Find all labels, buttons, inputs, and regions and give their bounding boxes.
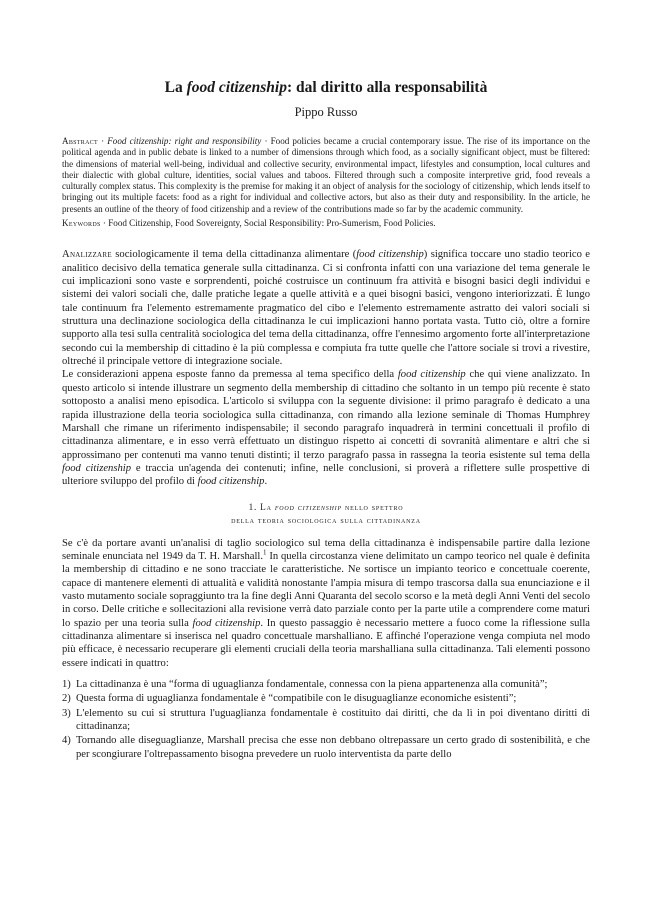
heading-italic-run: food citizenship	[274, 501, 342, 512]
section-1-paragraph-1	[62, 537, 590, 670]
intro-paragraph-1	[62, 248, 590, 368]
list-text: Tornando alle diseguaglianze, Marshall precisa che esse non debbano oltrepassare un certo grado di sostenibilità, e che per scongiurare l'oltrepassamento bisogna prevedere un ruolo interventista da parte dello	[76, 735, 590, 760]
paper-page	[62, 78, 590, 762]
keywords-text: · Food Citizenship, Food Sovereignty, Social Responsibility: Pro-Sumerism, Food Policies.	[100, 218, 436, 229]
text-run: ) significa toccare uno stadio teorico e analitico decisivo della tematica generale sulla cittadinanza. Ci si confronta infatti con una variazione del tema generale le cui implicazioni sono vaste e sorprendenti, poiché costruisce un continuum fra attività e bisogni basici degli individui e sistemi dei valori sociali che, dalle pratiche legate a quelle attività e a quei bisogni basici, vengono interiorizzati. È lungo tale continuum fra l'elemento estremamente pragmatico del cibo e l'elemento estremamente astratto dei valori sociali si struttura una declinazione sociologica della cittadinanza le cui implicazioni hanno portata vasta. Tutto ciò, oltre a fornire supporto alla tesi sulla centralità sociologica del tema della cittadinanza, offre l'ennesimo argomento forte all'interpretazione secondo cui la membership di cittadino è la più complessa e compiuta fra tutte quelle che l'attore sociale si trovi a rivestire, oltreché il principale vettore di integrazione sociale.	[62, 249, 590, 368]
italic-run: food citizenship	[197, 476, 265, 488]
list-number: 2)	[62, 693, 71, 705]
abstract	[62, 136, 590, 215]
keywords	[62, 218, 590, 229]
footnote-marker[interactable]: 1	[263, 548, 267, 557]
abstract-label: Abstract	[62, 136, 98, 146]
title-pre: La	[164, 79, 187, 96]
author-name: Pippo Russo	[294, 105, 358, 119]
intro-paragraph-2	[62, 368, 590, 488]
list-item	[62, 692, 590, 705]
abstract-separator: ·	[97, 136, 108, 146]
title-post: : dal diritto alla responsabilità	[286, 79, 488, 96]
list-number: 3)	[62, 707, 71, 719]
list-number: 1)	[62, 679, 71, 690]
keywords-label: Keywords	[62, 218, 101, 229]
text-run: . In questo passaggio è necessario mettere a fuoco come la riflessione sulla cittadinanza alimentare si inserisca nel quadro concettuale marshalliano. E affinché l'operazione venga compiuta nel modo più efficace, è necessario recuperare gli elementi cruciali della teoria marshalliana sulla cittadinanza. Tali elementi possono essere indicati in quattro:	[62, 617, 591, 669]
text-run: che qui viene analizzato. In questo articolo si intende illustrare un segmento della membership di cittadino che soltanto in un tempo più recente è stato sottoposto a analisi meno episodica. L'articolo si sviluppa con la seguente divisione: il primo paragrafo è dedicato a una rapida illustrazione della teoria sociologica sulla cittadinanza, con rimando alla lezione seminale di Thomas Humphrey Marshall che rimane un riferimento indispensabile; il secondo paragrafo inquadrerà in termini concettuali il profilo di cittadinanza alimentare, e in esso verrà effettuato un distinguo rispetto ai concetti di sovranità alimentare e altri che si approssimano per contenuti ma vanno tenuti distinti; il terzo paragrafo passa in rassegna la teoria esistente sul tema della	[62, 369, 591, 461]
section-1-heading	[62, 501, 590, 527]
list-text: L'elemento su cui si struttura l'uguaglianza fondamentale è costituito dai diritti, che da lì in poi diventano diritti di cittadinanza;	[76, 707, 590, 733]
text-run: In quella circostanza viene delimitato un campo teorico nel quale è definita la membership di cittadino e ne sono tracciate le caratteristiche. Ne sortisce un impianto teorico e concettuale coerente, capace di mantenere elementi di attualità e validità nonostante l'ampia misura di tempo trascorsa dalla sua enunciazione e il vasto mutamento sociale sopraggiunto tra la fine degli Anni Quaranta del secolo scorso e la metà degli Anni Venti del secolo in corso. Delle critiche e sollecitazioni alla revisione verrà dato parziale conto per la parte utile a comprendere come maturi lo spazio per una teoria sulla	[62, 550, 591, 629]
italic-run: food citizenship	[192, 617, 261, 629]
text-run: sociologicamente il tema della cittadinanza alimentare (	[111, 249, 357, 261]
section-heading-line-1	[62, 501, 590, 514]
abstract-title: Food citizenship: right and responsibility	[107, 136, 262, 146]
lead-word: Analizzare	[62, 249, 112, 261]
list-item	[62, 678, 590, 691]
heading-run: 1. La	[248, 501, 275, 512]
list-item	[62, 707, 590, 734]
text-run: Le considerazioni appena esposte fanno da premessa al tema specifico della	[62, 369, 398, 381]
italic-run: food citizenship	[62, 462, 132, 474]
text-run: Se c'è da portare avanti un'analisi di taglio sociologico sul tema della cittadinanza è indispensabile partire dalla lezione seminale enunciata nel 1949 da T. H. Marshall.	[62, 537, 590, 562]
list-text: Questa forma di uguaglianza fondamentale è “compatibile con le disuguaglianze economiche esistenti”;	[76, 693, 517, 705]
abstract-text: · Food policies became a crucial contemporary issue. The rise of its importance on the political agenda and in public debate is linked to a number of dimensions through which food, as a socially significant object, must be filtered: the dimensions of material well-being, individual and collective security, environmental impact, lifestyles and consumption, local cultures and their dialectic with global culture, identities, social values and taboos. Filtered through such a composite interpretive grid, food reveals a culturally complex status. This complexity is the premise for making it an object of analysis for the sociology of citizenship, which lends itself to bringing out its multiple facets: food as a right for individual and collective actors, but also as their duty and responsibility. In the article, he presents an outline of the theory of food citizenship and a review of the contributions made so far by the academic community.	[62, 136, 590, 214]
italic-run: food citizenship	[397, 369, 466, 381]
marshall-points-list	[62, 678, 590, 761]
section-heading-line-2: della teoria sociologica sulla cittadinanza	[231, 514, 421, 525]
heading-run: nello spettro	[341, 501, 404, 512]
text-run: e traccia un'agenda dei contenuti; infine, nelle conclusioni, si proverà a riflettere sulle prospettive di ulteriore sviluppo del profilo di	[62, 462, 591, 488]
list-item	[62, 734, 590, 761]
list-text: La cittadinanza è una “forma di uguaglianza fondamentale, connessa con la piena appartenenza alla comunità”;	[76, 679, 548, 690]
list-number: 4)	[62, 735, 71, 747]
article-body	[62, 248, 590, 761]
title-italic: food citizenship	[186, 79, 287, 96]
paper-title	[62, 78, 590, 98]
italic-run: food citizenship	[356, 249, 424, 261]
text-run: .	[264, 476, 268, 488]
